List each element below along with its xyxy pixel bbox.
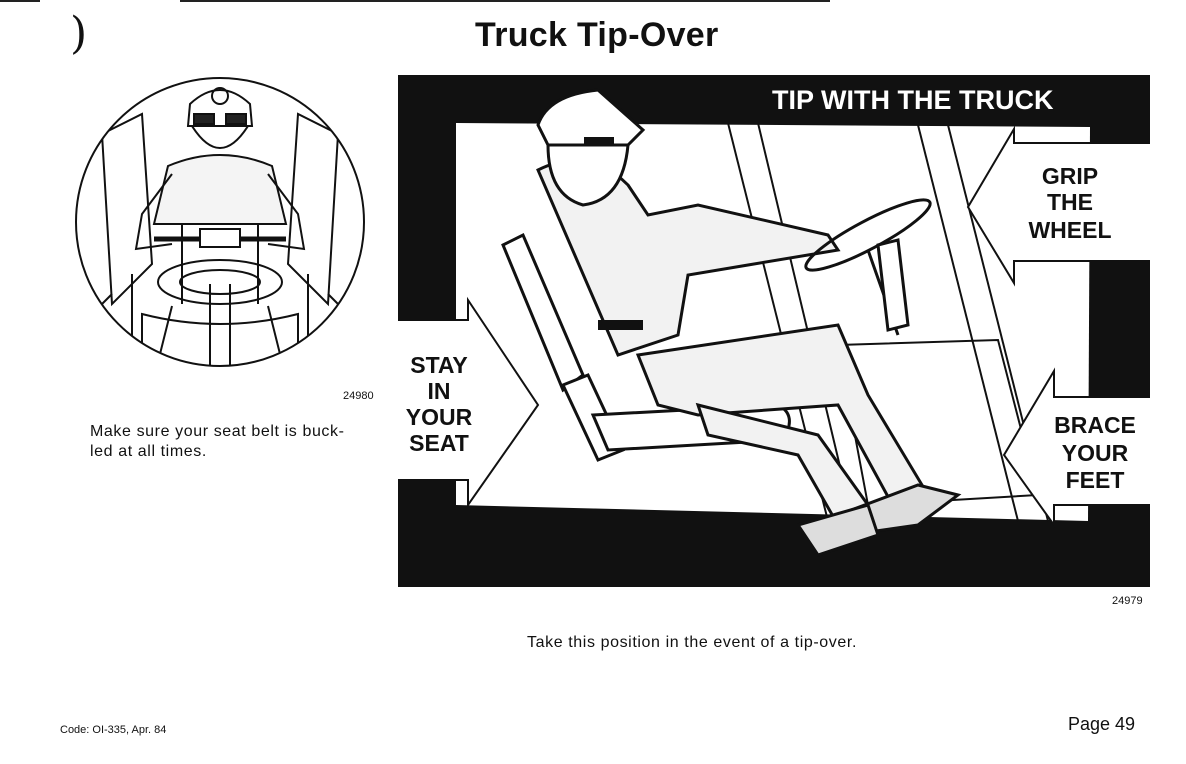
page-number: Page 49	[1068, 714, 1136, 734]
top-rule	[180, 0, 830, 2]
page-title: Truck Tip-Over	[475, 16, 719, 54]
arrow-brace-line-1: BRACE	[1054, 412, 1136, 438]
left-figure-number: 24980	[343, 390, 374, 402]
margin-mark: )	[70, 8, 88, 59]
seatbelt-caption-text: Make sure your seat belt is buck- led at all times.	[90, 423, 345, 460]
arrow-left-line-4: SEAT	[409, 430, 469, 456]
seatbelt-caption	[90, 422, 390, 462]
arrow-grip-line-1: GRIP	[1041, 163, 1099, 189]
arrow-left-line-2: IN	[427, 378, 451, 404]
arrow-left-line-1: STAY	[410, 352, 468, 378]
main-figure-number: 24979	[1112, 595, 1143, 607]
tip-over-illustration	[398, 75, 1150, 587]
seatbelt-illustration	[72, 74, 368, 370]
arrow-grip-line-3: WHEEL	[1028, 217, 1112, 243]
arrow-brace-line-2: YOUR	[1061, 440, 1129, 466]
banner-text: TIP WITH THE TRUCK	[772, 85, 1054, 115]
arrow-brace-line-3: FEET	[1065, 467, 1125, 493]
tip-over-caption: Take this position in the event of a tip-over.	[527, 634, 857, 651]
document-code: Code: OI-335, Apr. 84	[60, 724, 167, 736]
top-rule-left	[0, 0, 40, 2]
arrow-grip-line-2: THE	[1047, 189, 1093, 215]
arrow-left-line-3: YOUR	[405, 404, 473, 430]
